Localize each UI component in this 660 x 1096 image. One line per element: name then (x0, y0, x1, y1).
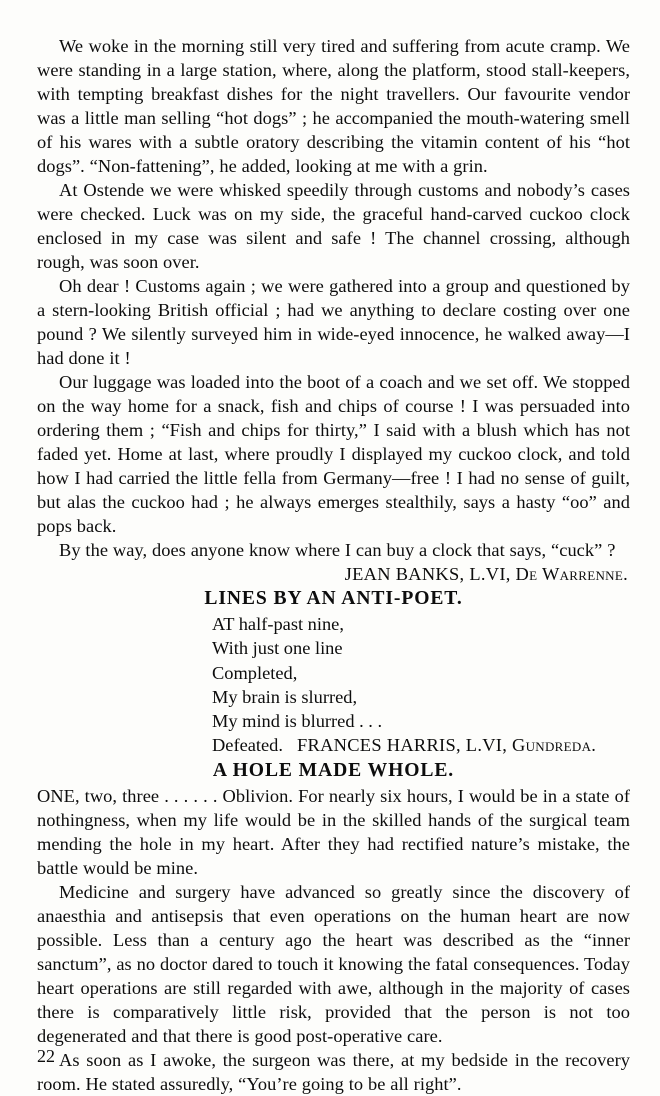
heading-a-hole-made-whole: A HOLE MADE WHOLE. (212, 759, 455, 781)
paragraph-woke-in-the-morning: We woke in the morning still very tired and suffering from acute cramp. We were standing in a large station, where, along the platform, stood stall-keepers, with tempting breakfast dishes for the night travellers. Our favourite vendor was a little man selling “hot dogs” ; he accompanied the mouth-watering smell of his wares with a subtle oratory describing the vitamin content of his “hot dogs”. “Non-fattening”, he added, looking at me with a grin. (37, 36, 630, 176)
page-content (37, 34, 630, 1096)
paragraph-one-two-three: ONE, two, three . . . . . . Oblivion. For nearly six hours, I would be in a state of nothingness, when my life would be in the skilled hands of the surgical team mending the hole in my heart. After they had rectified nature’s mistake, the battle would be mine. (37, 785, 630, 878)
poem-last-line-with-byline (37, 733, 630, 757)
paragraph-medicine-and-surgery: Medicine and surgery have advanced so greatly since the discovery of anaesthia and antisepsis that even operations on the human heart are now possible. Less than a century ago the heart was described as the “inner sanctum”, as no doctor dared to touch it knowing the fatal consequences. Today heart operations are still regarded with awe, although in the majority of cases there is comparatively little risk, provided that the person is not too degenerated and that there is good post-operative care. (37, 881, 631, 1046)
poem-lines-by-an-anti-poet (37, 612, 630, 733)
paragraph-by-the-way: By the way, does anyone know where I can buy a clock that says, “cuck” ? (59, 540, 616, 560)
paragraph-at-ostende: At Ostende we were whisked speedily through customs and nobody’s cases were checked. Luck was on my side, the graceful hand-carved cuckoo clock enclosed in my case was silent and safe ! The channel crossing, although rough, was soon over. (37, 180, 630, 272)
paragraph-oh-dear-customs: Oh dear ! Customs again ; we were gathered into a group and questioned by a stern-looking British official ; had we anything to declare costing over one pound ? We silently surveyed him in wide-eyed innocence, he walked away—I had done it ! (37, 276, 630, 368)
poem-line: Completed, (212, 662, 298, 683)
paragraph-our-luggage: Our luggage was loaded into the boot of a coach and we set off. We stopped on the way home for a snack, fish and chips of course ! I was persuaded into ordering them ; “Fish and chips for thirty,” I said with a blush which has not faded yet. Home at last, where proudly I displayed my cuckoo clock, and told how I had carried the little fella from Germany—free ! I had no sense of guilt, but alas the cuckoo had ; he always emerges stealthily, says a hasty “oo” and pops back. (37, 372, 630, 536)
byline-jean-banks: JEAN BANKS, L.VI, De Warrenne. (344, 564, 628, 584)
poem-line: With just one line (212, 638, 343, 659)
poem-line: My brain is slurred, (212, 686, 358, 707)
poem-line: My mind is blurred . . . (212, 711, 383, 732)
poem-line: Defeated. (212, 735, 283, 756)
paragraph-as-soon-as-i-awoke: As soon as I awoke, the surgeon was there, at my bedside in the recovery room. He stated assuredly, “You’re going to be all right”. (37, 1049, 630, 1094)
poem-line: AT half-past nine, (212, 614, 344, 634)
page-number: 22 (37, 1046, 55, 1066)
byline-frances-harris: FRANCES HARRIS, L.VI, Gundreda. (296, 735, 597, 756)
heading-lines-by-an-anti-poet: LINES BY AN ANTI-POET. (204, 588, 463, 609)
